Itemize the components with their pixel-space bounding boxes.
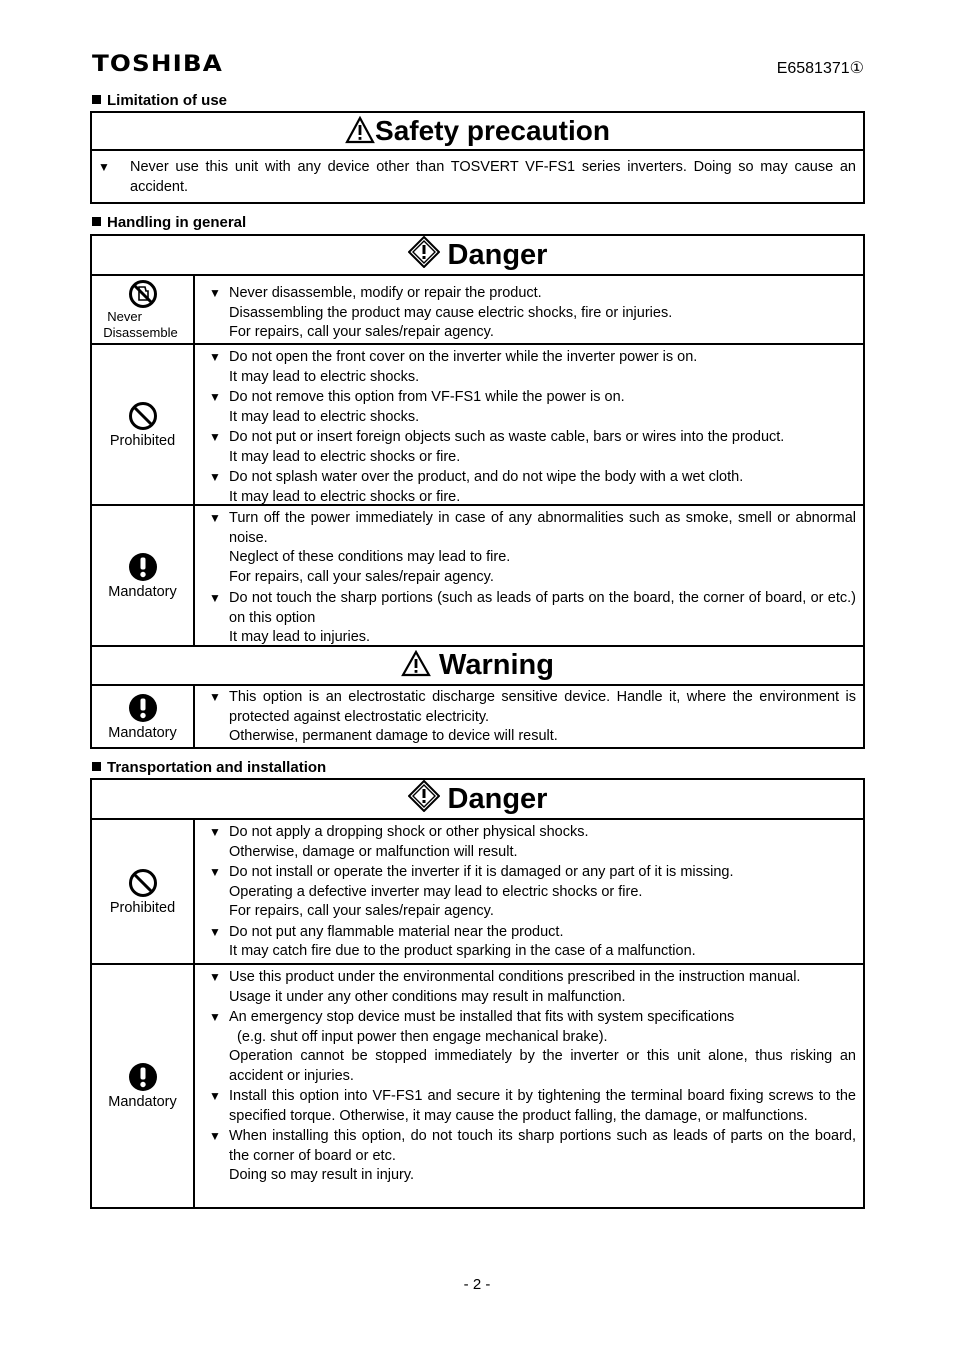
warning-title-row (92, 645, 863, 686)
text-cell (195, 686, 863, 747)
icon-cell (92, 506, 195, 645)
icon-label: Prohibited (109, 899, 176, 916)
prohibited-icon (128, 401, 158, 431)
text-cell (195, 345, 863, 504)
bullet-triangle-icon: ▼ (209, 511, 221, 525)
danger-diamond-icon (408, 236, 440, 268)
list-item: ▼ Never disassemble, modify or repair the product. Disassembling the product may cause electric shocks, fire or injuries. For repairs, call your sales/repair agency. (209, 285, 673, 340)
list-item: ▼ Do not touch the sharp portions (such as leads of parts on the board, the corner of board, or etc.) on this option It may lead to injuries. (209, 590, 856, 645)
bullet-triangle-icon: ▼ (209, 825, 221, 839)
bullet-triangle-icon: ▼ (209, 865, 221, 879)
safety-precaution-box (90, 111, 865, 204)
list-item: ▼ Do not put any flammable material near the product. It may catch fire due to the product sparking in the case of a malfunction. (209, 923, 696, 959)
bullet-triangle-icon: ▼ (98, 160, 110, 174)
text-cell (195, 276, 863, 343)
danger-row-prohibited (92, 820, 863, 963)
list-item: ▼ Do not remove this option from VF-FS1 while the power is on. It may lead to electric shocks. (209, 389, 625, 425)
bullet-triangle-icon: ▼ (209, 470, 221, 484)
bullet-triangle-icon: ▼ (209, 924, 221, 939)
danger-row-mandatory (92, 504, 863, 645)
section-heading-handling: Handling in general (92, 214, 246, 231)
bullet-triangle-icon: ▼ (209, 350, 221, 364)
danger-title: Danger (447, 783, 548, 815)
list-item: ▼ Never use this unit with any device other than TOSVERT VF-FS1 series inverters. Doing so may cause an accident. (98, 159, 856, 195)
bullet-triangle-icon: ▼ (209, 591, 221, 605)
list-item: ▼ An emergency stop device must be installed that fits with system specifications (e.g. shut off input power then engage mechanical brake). Operation cannot be stopped immediately by the inverter or this unit alone, thus risking an accident or injuries. (209, 1009, 856, 1084)
bullet-triangle-icon: ▼ (209, 970, 221, 984)
bullet-triangle-icon: ▼ (209, 1010, 221, 1024)
warning-triangle-icon (345, 116, 375, 144)
icon-label: Mandatory (108, 583, 177, 600)
text-cell (195, 820, 863, 963)
bullet-triangle-icon: ▼ (209, 1089, 221, 1103)
document-number: E6581371① (776, 60, 864, 77)
transportation-danger-box (90, 778, 865, 1209)
bullet-square-icon (92, 762, 101, 771)
warning-row-mandatory (92, 686, 863, 747)
mandatory-icon (128, 693, 158, 723)
list-item: ▼ When installing this option, do not touch its sharp portions such as leads of parts on the board, the corner of board or etc. Doing so may result in injury. (209, 1128, 856, 1183)
danger-diamond-icon (408, 780, 440, 812)
list-item: ▼ Do not splash water over the product, and do not wipe the body with a wet cloth. It may lead to electric shocks or fire. (209, 469, 744, 505)
icon-cell (92, 686, 195, 747)
prohibited-icon (128, 868, 158, 898)
danger-title-row (92, 236, 863, 276)
safety-precaution-body (92, 151, 863, 202)
list-item: ▼ Do not open the front cover on the inverter while the inverter power is on. It may lead to electric shocks. (209, 349, 698, 385)
safety-precaution-title-row (92, 113, 863, 151)
icon-label: Mandatory (108, 1094, 177, 1110)
icon-cell (92, 965, 195, 1207)
toshiba-logo: TOSHIBA (92, 52, 223, 77)
list-item: ▼ This option is an electrostatic discharge sensitive device. Handle it, where the environment is protected against electrostatic electricity. Otherwise, permanent damage to device will result. (209, 689, 856, 744)
list-item: ▼ Use this product under the environmental conditions prescribed in the instruction manual. Usage it under any other conditions may result in malfunction. (209, 969, 801, 1005)
section-heading-transportation: Transportation and installation (92, 759, 326, 776)
list-item: ▼ Install this option into VF-FS1 and secure it by tightening the terminal board fixing screws to the specified torque. Otherwise, it may cause the product falling, the damage, or malfunctions. (209, 1088, 856, 1124)
list-item: ▼ Do not install or operate the inverter if it is damaged or any part of it is missing. Operating a defective inverter may lead to electric shocks or fire. For repairs, call your sales/repair agency. (209, 864, 734, 919)
mandatory-icon (128, 1062, 158, 1092)
page-number: - 2 - (463, 1276, 491, 1293)
icon-label: Never Disassemble (103, 308, 178, 340)
bullet-triangle-icon: ▼ (209, 430, 221, 444)
bullet-triangle-icon: ▼ (209, 1129, 221, 1143)
safety-precaution-title: Safety precaution (375, 115, 610, 146)
danger-title-row (92, 780, 863, 820)
icon-label: Mandatory (108, 724, 177, 741)
danger-row-never-disassemble (92, 276, 863, 343)
list-item: ▼ Do not apply a dropping shock or other physical shocks. Otherwise, damage or malfunction will result. (209, 824, 589, 860)
icon-cell (92, 345, 195, 504)
icon-label: Prohibited (109, 432, 176, 449)
bullet-triangle-icon: ▼ (209, 286, 221, 300)
bullet-triangle-icon: ▼ (209, 690, 221, 704)
section-heading-limitation: Limitation of use (92, 92, 227, 109)
never-disassemble-icon (128, 279, 158, 309)
bullet-square-icon (92, 95, 101, 104)
warning-triangle-icon (401, 650, 431, 677)
list-item: ▼ Do not put or insert foreign objects such as waste cable, bars or wires into the product. It may lead to electric shocks or fire. (209, 429, 785, 465)
danger-row-prohibited (92, 343, 863, 504)
danger-title: Danger (447, 239, 548, 271)
danger-row-mandatory (92, 963, 863, 1207)
mandatory-icon (128, 552, 158, 582)
icon-cell (92, 820, 195, 963)
text-cell (195, 965, 863, 1207)
icon-cell (92, 276, 195, 343)
bullet-triangle-icon: ▼ (209, 390, 221, 404)
warning-title: Warning (439, 649, 554, 681)
text-cell (195, 506, 863, 645)
bullet-square-icon (92, 217, 101, 226)
handling-danger-box (90, 234, 865, 749)
list-item: ▼ Turn off the power immediately in case of any abnormalities such as smoke, smell or abnormal noise. Neglect of these conditions may lead to fire. For repairs, call your sales/repair agency. (209, 510, 856, 585)
